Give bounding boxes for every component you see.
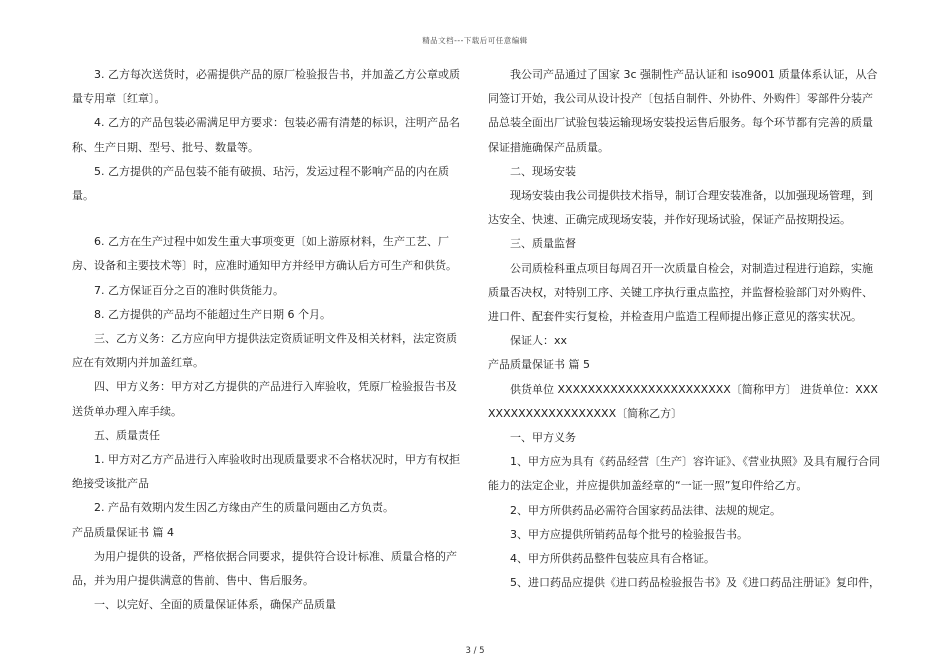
- section-heading: 一、甲方义务: [510, 431, 576, 445]
- right-column: [488, 63, 883, 595]
- page-header: 精品文档---下载后可任意编辑: [422, 36, 528, 45]
- section-heading: 五、质量责任: [94, 428, 160, 442]
- paragraph: 三、乙方义务：乙方应向甲方提供法定资质证明文件及相关材料，法定资质应在有效期内并加盖红章。: [72, 332, 457, 370]
- paragraph: 6. 乙方在生产过程中如发生重大事项变更〔如上游原材料，生产工艺、厂房、设备和主要技术等〕时，应准时通知甲方并经甲方确认后方可生产和供货。: [72, 235, 457, 273]
- paragraph: 四、甲方义务：甲方对乙方提供的产品进行入库验收，凭原厂检验报告书及送货单办理入库手续。: [72, 380, 457, 418]
- paragraph: 1. 甲方对乙方产品进行入库验收时出现质量要求不合格状况时，甲方有权拒绝接受该批产品: [72, 453, 460, 491]
- section-heading: 二、现场安装: [510, 164, 576, 178]
- document-title: 产品质量保证书 篇 4: [72, 525, 174, 539]
- document-title: 产品质量保证书 篇 5: [488, 358, 590, 372]
- paragraph: 2、甲方所供药品必需符合国家药品法律、法规的规定。: [510, 503, 781, 517]
- section-heading: 一、以完好、全面的质量保证体系，确保产品质量: [94, 598, 336, 612]
- paragraph: 3. 乙方每次送货时，必需提供产品的原厂检验报告书，并加盖乙方公章或质量专用章〔红章〕。: [72, 68, 460, 106]
- paragraph: 1、甲方应为具有《药品经营〔生产〕容许证》、《营业执照》及具有履行合同能力的法定企业，并应提供加盖经章的“一证一照”复印件给乙方。: [488, 455, 880, 493]
- paragraph: 我公司产品通过了国家 3c 强制性产品认证和 iso9001 质量体系认证，从合同签订开始，我公司从设计投产〔包括自制件、外协件、外购件〕零部件分装产品总装全面出厂试验包装运输现场安装投运售后服务。每个环节都有完善的质量保证措施确保产品质量。: [488, 68, 878, 154]
- paragraph: 3、甲方应提供所销药品每个批号的检验报告书。: [510, 527, 748, 541]
- paragraph: 4. 乙方的产品包装必需满足甲方要求：包装必需有清楚的标识，注明产品名称、生产日期、型号、批号、数量等。: [72, 116, 460, 154]
- parties-line: 供货单位 XXXXXXXXXXXXXXXXXXXXXXX〔简称甲方〕 进货单位：XXXXXXXXXXXXXXXXXXXX〔简称乙方〕: [488, 382, 878, 420]
- paragraph: 4、甲方所供药品整件包装应具有合格证。: [510, 552, 715, 566]
- paragraph: 现场安装由我公司提供技术指导，制订合理安装准备，以加强现场管理，到达安全、快速、正确完成现场安装，并作好现场试验，保证产品按期投运。: [488, 189, 873, 227]
- section-heading: 三、质量监督: [510, 237, 576, 251]
- paragraph: 7. 乙方保证百分之百的准时供货能力。: [94, 283, 284, 297]
- paragraph: 8. 乙方提供的产品均不能超过生产日期 6 个月。: [94, 307, 331, 321]
- paragraph: 5、进口药品应提供《进口药品检验报告书》及《进口药品注册证》复印件，: [510, 576, 880, 590]
- paragraph: 2. 产品有效期内发生因乙方缘由产生的质量问题由乙方负责。: [94, 501, 394, 515]
- guarantor-line: 保证人：xx: [510, 334, 568, 348]
- left-column: [72, 63, 467, 617]
- paragraph: 5. 乙方提供的产品包装不能有破损、玷污，发运过程不影响产品的内在质量。: [72, 164, 449, 203]
- paragraph: 公司质检科重点项目每周召开一次质量自检会，对制造过程进行追踪，实施质量否决权，对特别工序、关键工序执行重点监控，并监督检验部门对外购件、进口件、配套件实行复检，并检查用户监造工程师提出修正意见的落实状况。: [488, 261, 873, 324]
- page-number: 3 / 5: [465, 646, 485, 656]
- paragraph: 为用户提供的设备，严格依据合同要求，提供符合设计标准、质量合格的产品，并为用户提供满意的售前、售中、售后服务。: [72, 549, 457, 588]
